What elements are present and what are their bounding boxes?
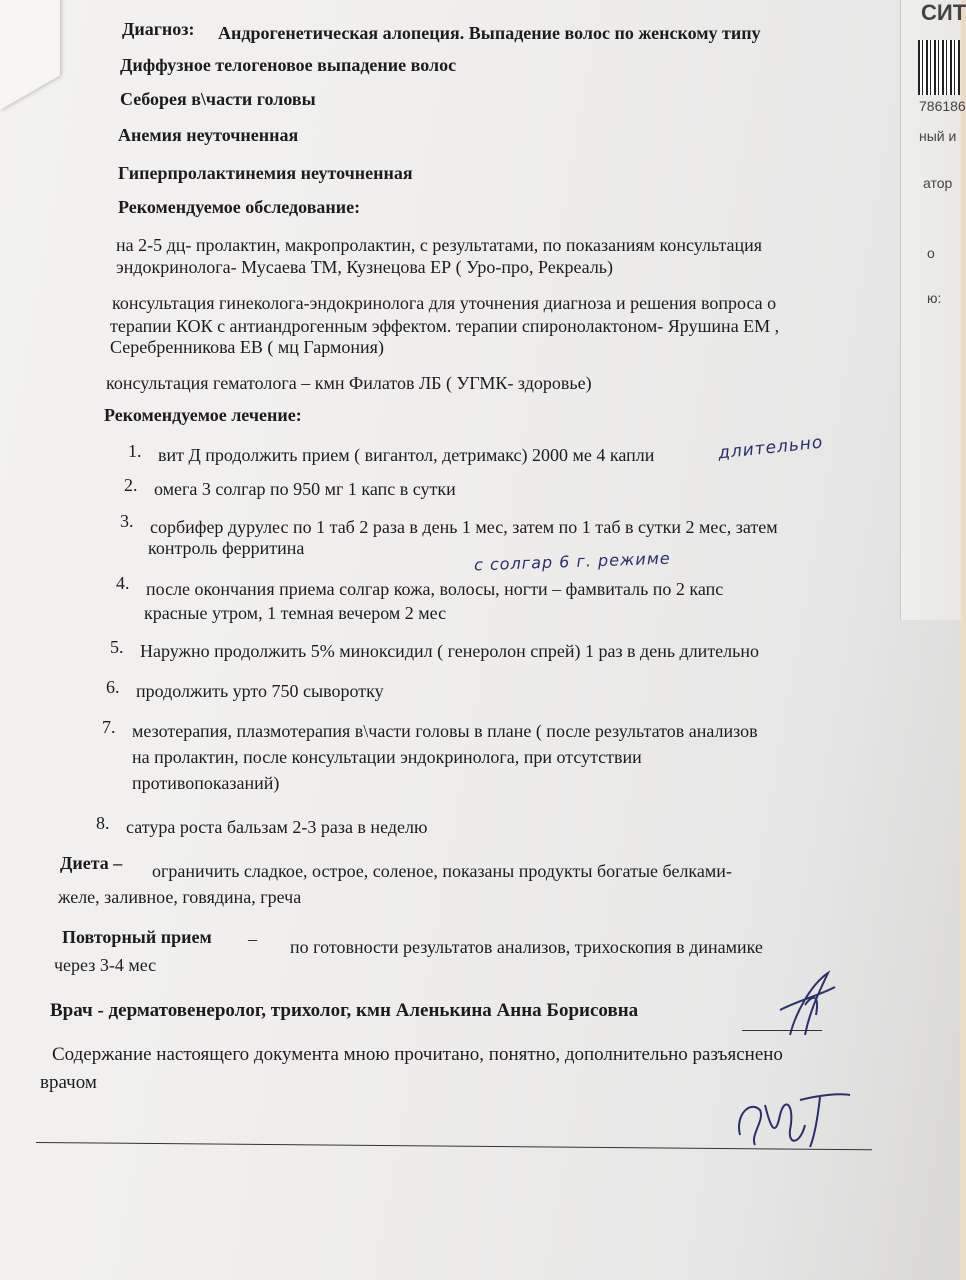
doctor-signature bbox=[750, 965, 850, 1045]
diet-label: Диета – bbox=[60, 853, 123, 873]
item-2-line-1: омега 3 солгар по 950 мг 1 капс в сутки bbox=[154, 479, 456, 499]
item-8-number: 8. bbox=[96, 813, 110, 833]
diagnosis-3: Себорея в\части головы bbox=[120, 89, 316, 109]
patient-signature bbox=[730, 1085, 860, 1155]
item-4-line-1: после окончания приема солгар кожа, волосы, ногти – фамвиталь по 2 капс bbox=[146, 579, 724, 599]
consent-line-1: Содержание настоящего документа мною прочитано, понятно, дополнительно разъяснено bbox=[52, 1044, 783, 1065]
diagnosis-label: Диагноз: bbox=[122, 19, 195, 39]
exam-2-line-1: консультация гинеколога-эндокринолога для уточнения диагноза и решения вопроса о bbox=[112, 293, 777, 313]
item-7-line-3: противопоказаний) bbox=[132, 773, 280, 793]
edge-text-3: о bbox=[927, 245, 935, 261]
item-2-number: 2. bbox=[124, 475, 138, 495]
diet-line-1: ограничить сладкое, острое, соленое, показаны продукты богатые белками- bbox=[152, 861, 732, 881]
exam-1-line-2: эндокринолога- Мусаева ТМ, Кузнецова ЕР ( Уро-про, Рекреаль) bbox=[116, 257, 614, 277]
edge-text-2: атор bbox=[923, 175, 953, 191]
exam-heading: Рекомендуемое обследование: bbox=[118, 197, 361, 217]
diagnosis-4: Анемия неуточненная bbox=[118, 125, 299, 145]
item-3-line-2: контроль ферритина bbox=[148, 538, 305, 558]
item-4-number: 4. bbox=[116, 573, 130, 593]
exam-2-line-3: Серебренникова ЕВ ( мц Гармония) bbox=[110, 337, 384, 357]
diagnosis-main: Андрогенетическая алопеция. Выпадение волос по женскому типу bbox=[218, 23, 761, 43]
item-1-number: 1. bbox=[128, 441, 142, 461]
consent-line-2: врачом bbox=[40, 1072, 97, 1093]
repeat-visit-line-2: через 3-4 мес bbox=[54, 955, 157, 975]
edge-text-1: ный и bbox=[919, 128, 957, 144]
item-6-number: 6. bbox=[106, 677, 120, 697]
edge-text-4: ю: bbox=[927, 290, 942, 306]
diagnosis-5: Гиперпролактинемия неуточненная bbox=[118, 163, 413, 183]
item-7-line-1: мезотерапия, плазмотерапия в\части головы в плане ( после результатов анализов bbox=[132, 721, 758, 741]
item-1-line-1: вит Д продолжить прием ( вигантол, детримакс) 2000 ме 4 капли bbox=[158, 445, 655, 465]
item-6-line-1: продолжить урто 750 сыворотку bbox=[136, 681, 384, 701]
treatment-heading: Рекомендуемое лечение: bbox=[104, 405, 302, 425]
item-5-number: 5. bbox=[110, 637, 124, 657]
repeat-visit-line-1: по готовности результатов анализов, трихоскопия в динамике bbox=[290, 937, 763, 957]
exam-2-line-2: терапии КОК с антиандрогенным эффектом. терапии спиронолактоном- Ярушина ЕМ , bbox=[110, 316, 780, 336]
item-8-line-1: сатура роста бальзам 2-3 раза в неделю bbox=[126, 817, 428, 837]
item-5-line-1: Наружно продолжить 5% миноксидил ( генеролон спрей) 1 раз в день длительно bbox=[140, 641, 759, 661]
repeat-visit-dash: – bbox=[248, 929, 257, 949]
edge-top-text: СИТ bbox=[921, 0, 966, 25]
item-3-line-1: сорбифер дурулес по 1 таб 2 раза в день 1 мес, затем по 1 таб в сутки 2 мес, затем bbox=[150, 517, 778, 537]
exam-3: консультация гематолога – кмн Филатов ЛБ ( УГМК- здоровье) bbox=[106, 373, 592, 393]
edge-number: 786186 bbox=[919, 98, 966, 114]
item-7-number: 7. bbox=[102, 717, 116, 737]
item-3-number: 3. bbox=[120, 511, 134, 531]
item-7-line-2: на пролактин, после консультации эндокринолога, при отсутствии bbox=[132, 747, 642, 767]
doctor-name: Врач - дерматовенеролог, трихолог, кмн Аленькина Анна Борисовна bbox=[50, 1000, 639, 1021]
exam-1-line-1: на 2-5 дц- пролактин, макропролактин, с результатами, по показаниям консультация bbox=[116, 235, 763, 255]
diet-line-2: желе, заливное, говядина, греча bbox=[58, 887, 302, 907]
repeat-visit-label: Повторный прием bbox=[62, 927, 212, 947]
diagnosis-2: Диффузное телогеновое выпадение волос bbox=[120, 55, 457, 75]
item-4-line-2: красные утром, 1 темная вечером 2 мес bbox=[144, 603, 447, 623]
handwritten-note-1: длительно bbox=[717, 432, 825, 464]
handwritten-note-2: с солгар 6 г. режиме bbox=[473, 548, 671, 575]
barcode bbox=[918, 40, 960, 95]
